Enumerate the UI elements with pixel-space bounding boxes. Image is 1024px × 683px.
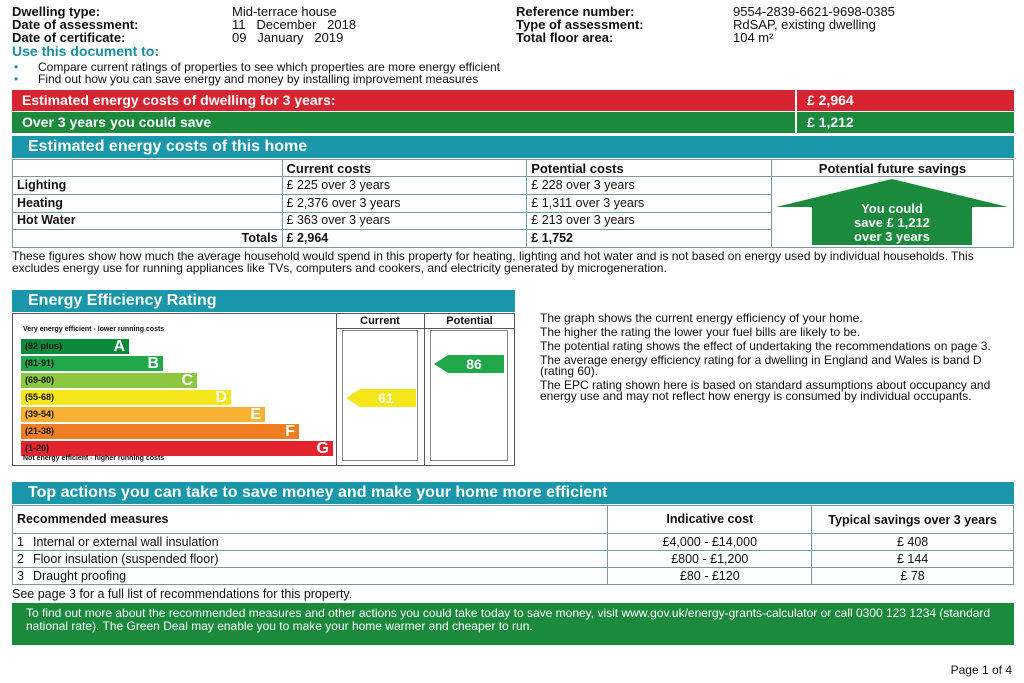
band-range: (55-68) bbox=[25, 392, 55, 402]
see-page-note: See page 3 for a full list of recommendations for this property. bbox=[12, 587, 353, 601]
up-arrow-icon bbox=[772, 177, 1012, 247]
costs-row-current: £ 225 over 3 years bbox=[282, 177, 527, 195]
rating-band-g bbox=[21, 441, 333, 456]
rating-band-e bbox=[21, 407, 265, 422]
measure-cost: £80 - £120 bbox=[608, 568, 812, 585]
estimated-cost-value: £ 2,964 bbox=[807, 92, 854, 108]
eer-top-caption: Very energy efficient - lower running costs bbox=[23, 326, 165, 333]
measure-cost: £4,000 - £14,000 bbox=[608, 534, 812, 551]
bullet-icon: • bbox=[14, 72, 19, 86]
table-row bbox=[13, 534, 1014, 551]
costs-note: These figures show how much the average household would spend in this property for heating, lighting and hot water and is not based on energy used by individual households. This excludes energy use for running appliances like TVs, computers and cookers, and electricity generated by microgeneration. bbox=[12, 249, 974, 275]
costs-row-label: Hot Water bbox=[13, 212, 283, 230]
costs-header-potential: Potential costs bbox=[527, 160, 772, 177]
costs-row-current: £ 363 over 3 years bbox=[282, 212, 527, 230]
measure-number: 2 bbox=[17, 551, 24, 566]
reference-value: 9554-2839-6621-9698-0385 bbox=[733, 4, 895, 19]
band-letter: B bbox=[147, 355, 159, 372]
dwelling-type-label: Dwelling type: bbox=[12, 4, 101, 19]
band-letter: G bbox=[316, 440, 329, 457]
band-range: (81-91) bbox=[25, 358, 55, 368]
date-certificate-value: 09 January 2019 bbox=[232, 30, 344, 45]
measure-cell bbox=[13, 551, 608, 568]
date-assessment-label: Date of assessment: bbox=[12, 17, 139, 32]
actions-table bbox=[12, 505, 1014, 585]
eer-bottom-caption: Not energy efficient - higher running costs bbox=[23, 455, 165, 462]
measure-saving: £ 144 bbox=[812, 551, 1014, 568]
reference-label: Reference number: bbox=[516, 4, 635, 19]
rating-band-f bbox=[21, 424, 299, 439]
use-document-list bbox=[14, 61, 500, 85]
measure-cell bbox=[13, 534, 608, 551]
eer-paragraph: The EPC rating shown here is based on standard assumptions about occupancy and energy use and may not reflect how energy is consumed by individual occupants. bbox=[540, 378, 991, 403]
costs-row-potential: £ 1,311 over 3 years bbox=[527, 194, 772, 212]
measure-name: Internal or external wall insulation bbox=[33, 534, 219, 549]
divider bbox=[336, 328, 514, 329]
save-value: £ 1,212 bbox=[807, 114, 854, 130]
savings-arrow-line2: save £ 1,212 bbox=[854, 215, 930, 230]
costs-section-title: Estimated energy costs of this home bbox=[12, 136, 1014, 158]
use-bullet-2 bbox=[14, 73, 500, 85]
rating-band-a bbox=[21, 339, 129, 354]
eer-chart bbox=[12, 313, 515, 466]
dwelling-type-value: Mid-terrace house bbox=[232, 4, 337, 19]
estimated-cost-label: Estimated energy costs of dwelling for 3 years: bbox=[22, 92, 336, 108]
potential-column bbox=[430, 330, 508, 461]
measure-name: Draught proofing bbox=[33, 568, 127, 583]
divider bbox=[336, 314, 337, 465]
eer-title: Energy Efficiency Rating bbox=[12, 290, 515, 312]
measure-cost: £800 - £1,200 bbox=[608, 551, 812, 568]
green-deal-footer: To find out more about the recommended measures and other actions you could take today to save money, visit www.gov.uk/energy-grants-calculator or call 0300 123 1234 (standard national rate). The Green Deal may enable you to make your home warmer and cheaper to run. bbox=[12, 603, 1014, 645]
rating-band-c bbox=[21, 373, 197, 388]
bullet-icon: • bbox=[14, 60, 19, 74]
band-range: (39-54) bbox=[25, 409, 55, 419]
costs-row-potential: £ 228 over 3 years bbox=[527, 177, 772, 195]
page-number: Page 1 of 4 bbox=[950, 663, 1012, 677]
table-row bbox=[13, 568, 1014, 585]
eer-paragraph: The potential rating shows the effect of undertaking the recommendations on page 3. bbox=[540, 339, 991, 353]
potential-rating-marker bbox=[434, 355, 504, 376]
potential-rating-value: 86 bbox=[466, 356, 482, 372]
costs-header-current: Current costs bbox=[282, 160, 527, 177]
save-bar bbox=[12, 112, 795, 133]
estimated-cost-bar bbox=[12, 90, 795, 111]
band-range: (1-20) bbox=[25, 443, 50, 453]
costs-header-savings: Potential future savings bbox=[771, 160, 1013, 177]
col-measures-header: Recommended measures bbox=[13, 506, 608, 534]
measure-number: 3 bbox=[17, 568, 24, 583]
save-label: Over 3 years you could save bbox=[22, 114, 212, 130]
costs-row-potential: £ 213 over 3 years bbox=[527, 212, 772, 230]
type-assessment-label: Type of assessment: bbox=[516, 17, 644, 32]
costs-row-label: Lighting bbox=[13, 177, 283, 195]
costs-row-current: £ 2,376 over 3 years bbox=[282, 194, 527, 212]
eer-current-header: Current bbox=[360, 315, 400, 327]
table-row bbox=[13, 551, 1014, 568]
left-arrow-icon bbox=[434, 355, 504, 373]
measure-saving: £ 408 bbox=[812, 534, 1014, 551]
use-bullet-text: Compare current ratings of properties to see which properties are more energy efficient bbox=[38, 60, 501, 74]
band-range: (69-80) bbox=[25, 375, 55, 385]
savings-arrow-cell bbox=[771, 177, 1013, 248]
band-letter: E bbox=[250, 406, 261, 423]
table-row bbox=[13, 177, 1014, 195]
rating-band-b bbox=[21, 356, 163, 371]
eer-paragraph: The average energy efficiency rating for a dwelling in England and Wales is band D (rating 60). bbox=[540, 353, 982, 378]
floor-area-label: Total floor area: bbox=[516, 30, 614, 45]
eer-paragraph: The higher the rating the lower your fuel bills are likely to be. bbox=[540, 325, 861, 339]
current-rating-value: 61 bbox=[378, 390, 394, 406]
eer-explanation bbox=[540, 313, 1014, 402]
measure-number: 1 bbox=[17, 534, 24, 549]
date-certificate-label: Date of certificate: bbox=[12, 30, 126, 45]
band-letter: C bbox=[181, 372, 193, 389]
totals-current: £ 2,964 bbox=[282, 230, 527, 248]
measure-saving: £ 78 bbox=[812, 568, 1014, 585]
totals-label: Totals bbox=[13, 230, 283, 248]
costs-table bbox=[12, 159, 1014, 248]
savings-arrow-line3: over 3 years bbox=[854, 229, 930, 244]
band-letter: D bbox=[215, 389, 227, 406]
actions-title: Top actions you can take to save money and make your home more efficient bbox=[12, 482, 1014, 504]
costs-row-label: Heating bbox=[13, 194, 283, 212]
eer-paragraph: The graph shows the current energy efficiency of your home. bbox=[540, 311, 863, 325]
band-letter: A bbox=[113, 338, 125, 355]
divider bbox=[424, 314, 425, 465]
save-value-cell bbox=[797, 112, 1014, 133]
use-bullet-text: Find out how you can save energy and money by installing improvement measures bbox=[38, 72, 479, 86]
band-range: (21-38) bbox=[25, 426, 55, 436]
current-rating-marker bbox=[346, 389, 416, 410]
col-savings-header: Typical savings over 3 years bbox=[812, 506, 1014, 534]
floor-area-value: 104 m² bbox=[733, 30, 774, 45]
savings-arrow-line1: You could bbox=[861, 201, 923, 216]
date-assessment-value: 11 December 2018 bbox=[232, 17, 357, 32]
eer-potential-header: Potential bbox=[446, 315, 493, 327]
rating-band-d bbox=[21, 390, 231, 405]
costs-header-blank bbox=[13, 160, 283, 177]
col-cost-header: Indicative cost bbox=[608, 506, 812, 534]
use-document-title: Use this document to: bbox=[12, 43, 160, 59]
left-arrow-icon bbox=[346, 389, 416, 407]
totals-potential: £ 1,752 bbox=[527, 230, 772, 248]
band-range: (92 plus) bbox=[25, 341, 63, 351]
estimated-cost-value-cell bbox=[797, 90, 1014, 111]
band-letter: F bbox=[285, 423, 295, 440]
type-assessment-value: RdSAP, existing dwelling bbox=[733, 17, 876, 32]
measure-name: Floor insulation (suspended floor) bbox=[33, 551, 219, 566]
measure-cell bbox=[13, 568, 608, 585]
